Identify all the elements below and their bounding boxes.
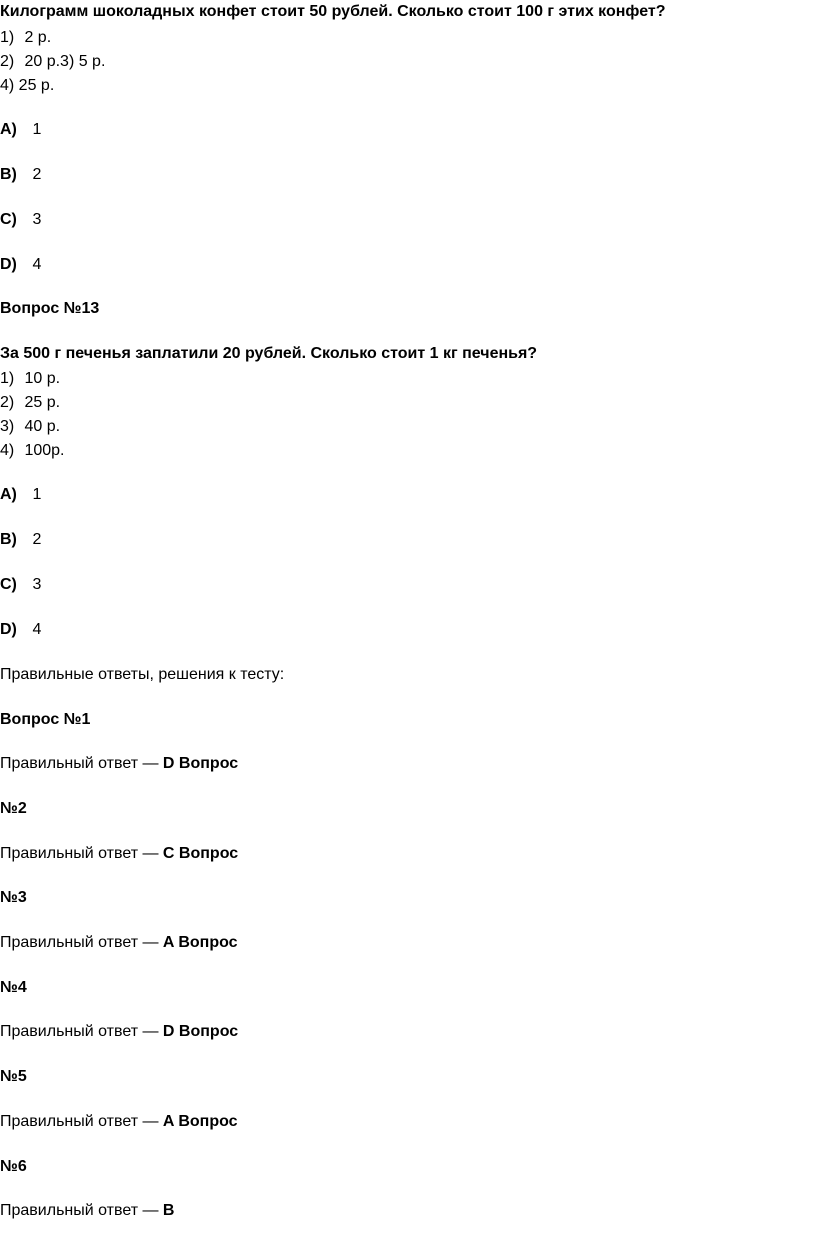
answer-prefix: Правильный ответ — (0, 1023, 159, 1040)
solution-answer-row (0, 1112, 238, 1131)
answer-value: 3 (32, 576, 42, 593)
answer-letter: D Вопрос (162, 1023, 239, 1040)
question-13-option-1 (0, 369, 60, 388)
question-12-option-2 (0, 52, 105, 71)
question-13-option-2 (0, 393, 60, 412)
answer-prefix: Правильный ответ — (0, 934, 159, 951)
answer-value: 1 (32, 486, 42, 503)
question-13-answer-a (0, 485, 41, 504)
answer-value: 3 (32, 211, 42, 228)
answer-letter: D Вопрос (162, 755, 239, 772)
answer-letter: A Вопрос (162, 1113, 238, 1130)
option-number: 1) (0, 370, 15, 387)
answer-value: 2 (32, 166, 42, 183)
answer-value: 1 (32, 121, 42, 138)
solution-answer-row (0, 933, 238, 952)
solution-answer-row (0, 754, 238, 773)
answer-label: D) (0, 256, 17, 273)
question-12-answer-d (0, 255, 41, 274)
solution-answer-row (0, 1022, 238, 1041)
question-12-answer-c (0, 210, 41, 229)
answer-label: D) (0, 621, 17, 638)
answer-label: A) (0, 121, 17, 138)
question-12-text: Килограмм шоколадных конфет стоит 50 рублей. Сколько стоит 100 г этих конфет? (0, 3, 666, 20)
solution-answer-row (0, 1201, 174, 1220)
option-text: 100р. (24, 442, 65, 459)
option-text: 10 р. (24, 370, 61, 387)
solution-heading: №3 (0, 889, 27, 906)
answer-prefix: Правильный ответ — (0, 755, 159, 772)
option-number: 4) (0, 442, 15, 459)
question-13-option-4 (0, 441, 65, 460)
answer-prefix: Правильный ответ — (0, 1202, 159, 1219)
answer-letter: A Вопрос (162, 934, 238, 951)
solutions-intro: Правильные ответы, решения к тесту: (0, 666, 285, 683)
option-number: 1) (0, 29, 15, 46)
solution-heading: №6 (0, 1158, 27, 1175)
question-12-answer-a (0, 120, 41, 139)
answer-value: 4 (32, 621, 42, 638)
option-text: 40 р. (24, 418, 61, 435)
answer-label: C) (0, 211, 17, 228)
answer-value: 4 (32, 256, 42, 273)
question-13-text: За 500 г печенья заплатили 20 рублей. Сколько стоит 1 кг печенья? (0, 345, 538, 362)
solution-heading: №2 (0, 800, 27, 817)
question-12-option-4: 4) 25 р. (0, 77, 55, 94)
option-number: 2) (0, 53, 15, 70)
question-13-heading: Вопрос №13 (0, 300, 100, 317)
answer-label: A) (0, 486, 17, 503)
option-text: 25 р. (24, 394, 61, 411)
question-13-answer-d (0, 620, 41, 639)
solution-heading: №4 (0, 979, 27, 996)
answer-letter: B (162, 1202, 175, 1219)
answer-prefix: Правильный ответ — (0, 1113, 159, 1130)
answer-label: B) (0, 531, 17, 548)
answer-prefix: Правильный ответ — (0, 845, 159, 862)
option-text: 20 р.3) 5 р. (24, 53, 106, 70)
answer-label: C) (0, 576, 17, 593)
option-text: 2 р. (24, 29, 52, 46)
question-12-answer-b (0, 165, 41, 184)
answer-letter: C Вопрос (162, 845, 239, 862)
question-13-option-3 (0, 417, 60, 436)
question-13-answer-c (0, 575, 41, 594)
option-number: 2) (0, 394, 15, 411)
question-13-answer-b (0, 530, 41, 549)
solution-answer-row (0, 844, 238, 863)
solution-heading-1: Вопрос №1 (0, 711, 91, 728)
option-number: 3) (0, 418, 15, 435)
question-12-option-1 (0, 28, 51, 47)
answer-label: B) (0, 166, 17, 183)
solution-heading: №5 (0, 1068, 27, 1085)
answer-value: 2 (32, 531, 42, 548)
